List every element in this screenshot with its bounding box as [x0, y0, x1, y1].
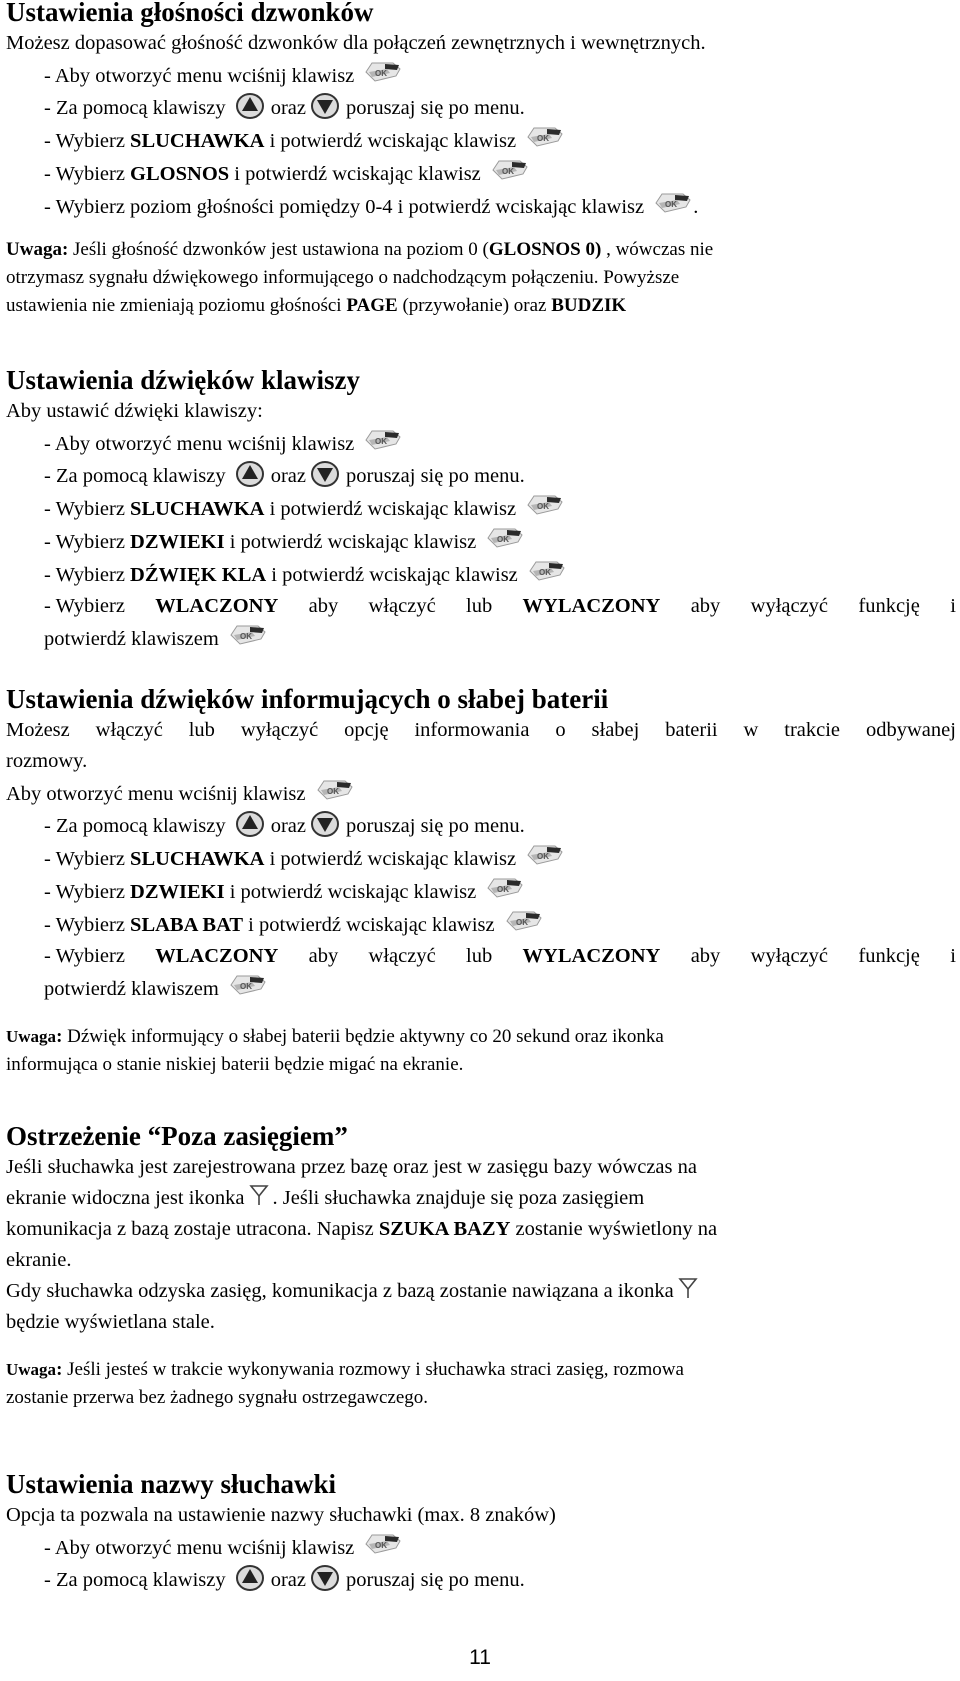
ok-key-icon [363, 427, 403, 453]
step-text: i potwierdź wciskając klawisz [224, 531, 477, 553]
step-select-key-sound [6, 558, 956, 591]
step-text: i potwierdź wciskając klawisz [224, 881, 477, 903]
step-open-menu [6, 1531, 956, 1564]
paragraph-text: zostanie wyświetlony na [510, 1218, 718, 1240]
step-select-handset [6, 124, 956, 157]
note-label: Uwaga [6, 1360, 57, 1379]
paragraph-text: ekranie widoczna jest ikonka [6, 1187, 245, 1209]
intro-word: informowania [414, 719, 530, 741]
ok-key-icon [525, 842, 565, 868]
step-text: - Wybierz [44, 881, 131, 903]
step-text: - Za pomocą klawiszy [44, 815, 226, 837]
paragraph-line [6, 1183, 956, 1214]
step-select-level [6, 190, 956, 223]
section-low-battery [6, 683, 956, 1079]
section-title: Ustawienia dźwięków informujących o słabej baterii [6, 684, 609, 714]
intro-text: Aby ustawić dźwięki klawiszy: [6, 400, 263, 422]
ok-key-icon [485, 525, 525, 551]
step-confirm [6, 622, 956, 655]
section-out-of-range [6, 1120, 956, 1412]
step-text: i potwierdź wciskając klawisz [266, 564, 518, 586]
ok-key-icon [527, 558, 567, 584]
step-text: oraz [270, 815, 306, 837]
step-text: poruszaj się po menu. [346, 1569, 525, 1591]
step-text: oraz [270, 465, 306, 487]
ok-key-icon [363, 59, 403, 85]
step-text: poruszaj się po menu. [346, 815, 525, 837]
paragraph-line: Jeśli słuchawka jest zarejestrowana przez bazę oraz jest w zasięgu bazy wówczas na [6, 1156, 697, 1178]
step-select-volume [6, 157, 956, 190]
menu-item-name: DZWIEKI [130, 531, 225, 553]
step-text: - Aby otworzyć menu wciśnij klawisz [44, 1537, 355, 1559]
step-navigate [6, 810, 956, 842]
menu-item-name: DŹWIĘK KLA [130, 564, 267, 586]
ok-key-icon [228, 972, 268, 998]
step-text: funkcję [858, 595, 920, 617]
step-text: - Aby otworzyć menu wciśnij klawisz [44, 433, 355, 455]
paragraph-text: komunikacja z bazą zostaje utracona. Napisz [6, 1218, 379, 1240]
intro-word: włączyć [95, 719, 163, 741]
down-arrow-key-icon [310, 92, 340, 120]
up-arrow-key-icon [235, 92, 265, 120]
section-handset-name [6, 1468, 956, 1596]
menu-item-name: SLUCHAWKA [130, 848, 265, 870]
option-on: WLACZONY [155, 595, 279, 617]
note-text: (przywołanie) oraz [397, 295, 552, 316]
paragraph-text: Gdy słuchawka odzyska zasięg, komunikacja z bazą zostanie nawiązana a ikonka [6, 1280, 674, 1302]
intro-word: Możesz [6, 719, 70, 741]
up-arrow-key-icon [235, 810, 265, 838]
step-text: funkcję [858, 945, 920, 967]
step-text: poruszaj się po menu. [346, 97, 525, 119]
intro-word: wyłączyć [240, 719, 319, 741]
step-open-menu [6, 427, 956, 460]
note-label: : [56, 1359, 63, 1380]
step-toggle [6, 591, 956, 622]
step-text: oraz [270, 1569, 306, 1591]
ok-key-icon [228, 622, 268, 648]
step-open-menu [6, 59, 956, 92]
up-arrow-key-icon [235, 460, 265, 488]
down-arrow-key-icon [310, 460, 340, 488]
step-text: aby [690, 595, 721, 617]
step-text: oraz [270, 97, 306, 119]
menu-item-name: BUDZIK [551, 295, 627, 316]
menu-item-name: PAGE [346, 295, 398, 316]
section-title: Ustawienia dźwięków klawiszy [6, 365, 361, 395]
menu-item-name: SLUCHAWKA [130, 498, 265, 520]
intro-word: słabej [591, 719, 640, 741]
option-on: WLACZONY [155, 945, 279, 967]
note-text: informująca o stanie niskiej baterii będzie migać na ekranie. [6, 1054, 464, 1075]
step-text: - Za pomocą klawiszy [44, 1569, 226, 1591]
step-select-sounds [6, 525, 956, 558]
intro-word: lub [188, 719, 215, 741]
note-line [6, 1023, 956, 1051]
section-title: Ostrzeżenie “Poza zasięgiem” [6, 1121, 348, 1151]
step-text: - Za pomocą klawiszy [44, 465, 226, 487]
step-text: - Aby otworzyć menu wciśnij klawisz [44, 65, 355, 87]
down-arrow-key-icon [310, 1564, 340, 1592]
note-label: Uwaga [6, 1027, 57, 1046]
step-text: - Wybierz [44, 595, 125, 617]
note-line [6, 1356, 956, 1384]
paragraph-line [6, 1214, 956, 1245]
down-arrow-key-icon [310, 810, 340, 838]
step-text: aby [308, 945, 339, 967]
intro-text: rozmowy. [6, 750, 88, 772]
step-text: - Wybierz [44, 130, 131, 152]
note-text: Jeśli jesteś w trakcie wykonywania rozmowy i słuchawka straci zasięg, rozmowa [62, 1359, 684, 1380]
step-toggle [6, 941, 956, 972]
step-text: poruszaj się po menu. [346, 465, 525, 487]
ok-key-icon [490, 157, 530, 183]
step-text: lub [466, 945, 493, 967]
intro-word: odbywanej [865, 719, 956, 741]
note-line [6, 236, 956, 264]
ok-key-icon [653, 190, 693, 216]
ok-key-icon [363, 1531, 403, 1557]
note-text: Jeśli głośność dzwonków jest ustawiona na poziom 0 ( [68, 239, 489, 260]
section-key-sounds [6, 364, 956, 655]
step-text: wyłączyć [750, 945, 829, 967]
paragraph-text: . Jeśli słuchawka znajduje się poza zasięgiem [272, 1187, 645, 1209]
note-text: ustawienia nie zmieniają poziomu głośności [6, 295, 347, 316]
option-off: WYLACZONY [522, 595, 661, 617]
step-text: - Wybierz [44, 531, 131, 553]
step-text: - Wybierz [44, 914, 131, 936]
note-label: : [56, 1026, 63, 1047]
note-text: Dźwięk informujący o słabej baterii będzie aktywny co 20 sekund oraz ikonka [62, 1026, 664, 1047]
intro-word: o [555, 719, 566, 741]
antenna-signal-icon [678, 1277, 698, 1299]
step-text: - Wybierz [44, 163, 131, 185]
note-line [6, 292, 956, 320]
step-select-handset [6, 492, 956, 525]
screen-message: SZUKA BAZY [378, 1218, 511, 1240]
step-text: - Wybierz [44, 564, 131, 586]
step-text: i potwierdź wciskając klawisz [229, 163, 481, 185]
step-text: i potwierdź wciskając klawisz [264, 848, 517, 870]
ok-key-icon [485, 875, 525, 901]
section-title: Ustawienia głośności dzwonków [6, 0, 374, 27]
ok-key-icon [525, 124, 565, 150]
intro-text: Możesz dopasować głośność dzwonków dla połączeń zewnętrznych i wewnętrznych. [6, 32, 706, 54]
up-arrow-key-icon [235, 1564, 265, 1592]
step-text: - Za pomocą klawiszy [44, 97, 226, 119]
step-select-sounds [6, 875, 956, 908]
note-text: zostanie przerwa bez żadnego sygnału ostrzegawczego. [6, 1387, 429, 1408]
step-confirm [6, 972, 956, 1005]
step-text: potwierdź klawiszem [44, 978, 219, 1000]
antenna-signal-icon [249, 1184, 269, 1206]
paragraph-line: ekranie. [6, 1249, 72, 1271]
section-ring-volume [6, 0, 956, 320]
step-text: i potwierdź wciskając klawisz [264, 498, 517, 520]
intro-word: baterii [665, 719, 718, 741]
intro-text: Opcja ta pozwala na ustawienie nazwy słuchawki (max. 8 znaków) [6, 1504, 556, 1526]
menu-item-name: SLABA BAT [130, 914, 244, 936]
step-text: . [693, 196, 699, 218]
step-text: włączyć [368, 595, 436, 617]
menu-item-name: SLUCHAWKA [130, 130, 265, 152]
ok-key-icon [315, 777, 355, 803]
ok-key-icon [525, 492, 565, 518]
paragraph-line: będzie wyświetlana stale. [6, 1311, 215, 1333]
step-text: i [950, 595, 956, 617]
menu-item-name: GLOSNOS 0) [488, 239, 602, 260]
menu-item-name: GLOSNOS [130, 163, 230, 185]
step-navigate [6, 460, 956, 492]
intro-word: opcję [344, 719, 389, 741]
step-text: aby [690, 945, 721, 967]
step-text: - Wybierz [44, 498, 131, 520]
note-text: , wówczas nie [601, 239, 714, 260]
step-select-low-battery [6, 908, 956, 941]
step-text: potwierdź klawiszem [44, 628, 219, 650]
step-text: włączyć [368, 945, 436, 967]
step-text: - Wybierz [44, 945, 125, 967]
step-text: i potwierdź wciskając klawisz [264, 130, 517, 152]
menu-item-name: DZWIEKI [130, 881, 225, 903]
step-text: i [950, 945, 956, 967]
step-text: - Wybierz poziom głośności pomiędzy 0-4 i potwierdź wciskając klawisz [44, 196, 645, 218]
page-number: 11 [469, 1646, 491, 1669]
step-text: lub [466, 595, 493, 617]
step-text: i potwierdź wciskając klawisz [243, 914, 495, 936]
ok-key-icon [504, 908, 544, 934]
step-navigate [6, 92, 956, 124]
step-select-handset [6, 842, 956, 875]
step-navigate [6, 1564, 956, 1596]
intro-text [6, 715, 956, 746]
section-title: Ustawienia nazwy słuchawki [6, 1469, 337, 1499]
step-text: - Wybierz [44, 848, 131, 870]
step-text: wyłączyć [750, 595, 829, 617]
intro-word: trakcie [784, 719, 841, 741]
option-off: WYLACZONY [522, 945, 661, 967]
step-open-menu [6, 777, 956, 810]
step-text: aby [308, 595, 339, 617]
intro-word: w [743, 719, 759, 741]
note-text: otrzymasz sygnału dźwiękowego informującego o nadchodzącym połączeniu. Powyższe [6, 267, 680, 288]
note-label: Uwaga: [6, 239, 69, 260]
step-text: Aby otworzyć menu wciśnij klawisz [6, 783, 306, 805]
paragraph-line [6, 1276, 956, 1307]
